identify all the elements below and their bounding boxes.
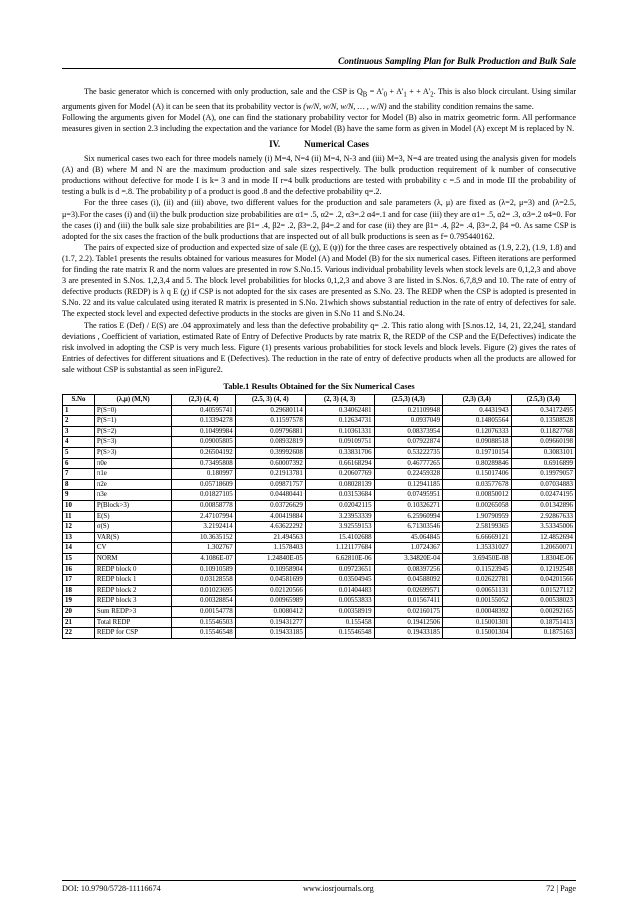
cell-value: 0.15546548 xyxy=(172,628,235,639)
table-row xyxy=(63,405,576,416)
header-sno: S.No xyxy=(63,395,95,406)
cell-value: 0.19979057 xyxy=(511,469,575,480)
cell-value: 10.3635152 xyxy=(172,532,235,543)
cell-value: 0.00155052 xyxy=(443,596,512,607)
header-case-1: (2,3) (4, 4) xyxy=(172,395,235,406)
cell-value: 0.12634731 xyxy=(305,416,374,427)
cell-value: 0.21109948 xyxy=(374,405,443,416)
cell-value: 0.39992608 xyxy=(235,448,305,459)
para1-sub-2: 2 xyxy=(430,91,434,99)
table-body xyxy=(63,405,576,638)
cell-value: 0.10958904 xyxy=(235,564,305,575)
probability-vector: (w/N, w/N, w/N, … , w/N) xyxy=(303,101,387,111)
cell-value: 0.01023695 xyxy=(172,585,235,596)
cell-value: 0.09871757 xyxy=(235,479,305,490)
cell-value: 0.20607769 xyxy=(305,469,374,480)
cell-value: 4.00419884 xyxy=(235,511,305,522)
cell-value: 0.09796881 xyxy=(235,426,305,437)
cell-measure: σ(S) xyxy=(94,522,171,533)
table-row xyxy=(63,501,576,512)
cell-value: 2.92867633 xyxy=(511,511,575,522)
cell-value: 0.00358919 xyxy=(305,606,374,617)
cell-value: 0.60007392 xyxy=(235,458,305,469)
cell-value: 0.19412506 xyxy=(374,617,443,628)
section-heading xyxy=(62,139,576,150)
cell-value: 0.4431943 xyxy=(443,405,512,416)
cell-value: 0.09109751 xyxy=(305,437,374,448)
footer-page: 72 | Page xyxy=(546,884,576,893)
cell-measure: π3e xyxy=(94,490,171,501)
table-row xyxy=(63,458,576,469)
cell-value: 0.80289846 xyxy=(443,458,512,469)
para1-text-a: The basic generator which is concerned with only production, sale and the CSP is Q xyxy=(84,87,363,96)
cell-value: 45.064845 xyxy=(374,532,443,543)
cell-value: 1.90790959 xyxy=(443,511,512,522)
para1-text-b: = A' xyxy=(369,87,384,96)
cell-value: 0.1875163 xyxy=(511,628,575,639)
paragraph-model-b: Following the arguments given for Model (A), one can find the stationary probability vector for Model (B) also in matrix geometric form. All performance measures given in section 2.3 including the expectation and the variance for Model (B) have the same form as given in Model (A) except M is replaced by N. xyxy=(62,112,576,133)
cell-value: 1.24840E-05 xyxy=(235,553,305,564)
cell-value: 0.00538023 xyxy=(511,596,575,607)
header-case-5: (2,3) (3,4) xyxy=(443,395,512,406)
cell-value: 2.47107994 xyxy=(172,511,235,522)
table-row xyxy=(63,511,576,522)
cell-value: 0.08397256 xyxy=(374,564,443,575)
cell-value: 0.02699571 xyxy=(374,585,443,596)
cell-value: 0.09660198 xyxy=(511,437,575,448)
cell-value: 0.04480441 xyxy=(235,490,305,501)
section-number: IV. xyxy=(269,139,281,149)
table-row xyxy=(63,596,576,607)
cell-value: 0.09005805 xyxy=(172,437,235,448)
cell-value: 0.05718609 xyxy=(172,479,235,490)
table-row xyxy=(63,469,576,480)
cell-value: 0.03128558 xyxy=(172,575,235,586)
cell-value: 0.02160175 xyxy=(374,606,443,617)
cell-value: 0.34172495 xyxy=(511,405,575,416)
cell-value: 0.04581699 xyxy=(235,575,305,586)
header-case-3: (2, 3) (4, 3) xyxy=(305,395,374,406)
cell-sno: 15 xyxy=(63,553,95,564)
cell-sno: 8 xyxy=(63,479,95,490)
table-row xyxy=(63,617,576,628)
paragraph-cases: Six numerical cases two each for three models namely (i) M=4, N=4 (ii) M=4, N-3 and (iii) M=3, N=4 are treated using the analysis given for models (A) and (B) where M and N are the maximum production and sale sizes respectively. The bulk production requirement of k number of consecutive productions without defective for mode I is k= 3 and in mode II r=4 bulk productions are tested with probability c =.5 and in mode III the probability of testing a bulk is d =.8. The probability p of a product is good .8 and the defective probability q=.2. xyxy=(62,154,576,197)
cell-sno: 9 xyxy=(63,490,95,501)
table-row xyxy=(63,585,576,596)
cell-value: 0.01827105 xyxy=(172,490,235,501)
cell-value: 0.08373954 xyxy=(374,426,443,437)
cell-value: 0.10361331 xyxy=(305,426,374,437)
para1-text-e: . This is also block circulant. Using similar arguments given for Model (A) it can be seen that its probability vector is xyxy=(62,87,577,111)
cell-value: 0.00965989 xyxy=(235,596,305,607)
cell-value: 0.10326271 xyxy=(374,501,443,512)
cell-measure: P(S=0) xyxy=(94,405,171,416)
cell-value: 3.2192414 xyxy=(172,522,235,533)
cell-value: 0.09723651 xyxy=(305,564,374,575)
cell-value: 3.23953339 xyxy=(305,511,374,522)
paragraph-ratios: The ratios E (Def) / E(S) are .04 approximately and less than the defective probability q= .2. This ratio along with [S.nos.12, 14, 21, 22,24], standard deviations , Coefficient of variation, estimated Rate of Entry of Defective Products by rate matrix R, the REDP of the CSP and the E(Defectives) indicate the risk involved in adopting the CSP is very much less. Figure (1) presents various probabilities for stock levels and block levels. Figure (2) gives the rates of Entries of defectives for different situations and E (Defectives). The reduction in the rate of entry of defective products when all the products are allowed for sale without CSP is substantial as seen inFigure2. xyxy=(62,320,576,374)
cell-measure: REDP block 2 xyxy=(94,585,171,596)
cell-value: 0.22459328 xyxy=(374,469,443,480)
cell-value: 0.08028139 xyxy=(305,479,374,490)
cell-value: 0.12076333 xyxy=(443,426,512,437)
cell-value: 0.02622781 xyxy=(443,575,512,586)
cell-value: 0.01567411 xyxy=(374,596,443,607)
header-case-4: (2.5,3) (4,3) xyxy=(374,395,443,406)
cell-value: 0.46777265 xyxy=(374,458,443,469)
table-row xyxy=(63,437,576,448)
cell-value: 0.00265058 xyxy=(443,501,512,512)
cell-measure: Sum REDP>3 xyxy=(94,606,171,617)
cell-value: 0.18751413 xyxy=(511,617,575,628)
cell-sno: 14 xyxy=(63,543,95,554)
table-row xyxy=(63,628,576,639)
cell-value: 0.26504192 xyxy=(172,448,235,459)
cell-value: 0.19710154 xyxy=(443,448,512,459)
cell-value: 0.15546503 xyxy=(172,617,235,628)
table-row xyxy=(63,426,576,437)
table-row xyxy=(63,532,576,543)
cell-measure: CV xyxy=(94,543,171,554)
cell-value: 0.00850012 xyxy=(443,490,512,501)
cell-value: 3.92559153 xyxy=(305,522,374,533)
cell-value: 0.34062481 xyxy=(305,405,374,416)
cell-sno: 2 xyxy=(63,416,95,427)
cell-value: 6.62810E-06 xyxy=(305,553,374,564)
cell-value: 12.4852694 xyxy=(511,532,575,543)
cell-value: 0.0080412 xyxy=(235,606,305,617)
table-title: Table.1 Results Obtained for the Six Numerical Cases xyxy=(223,381,415,391)
cell-value: 1.0724367 xyxy=(374,543,443,554)
cell-value: 0.08932819 xyxy=(235,437,305,448)
table-row xyxy=(63,575,576,586)
cell-value: 0.10499984 xyxy=(172,426,235,437)
cell-sno: 11 xyxy=(63,511,95,522)
table-row xyxy=(63,564,576,575)
cell-value: 3.69450E-08 xyxy=(443,553,512,564)
results-table xyxy=(62,394,576,639)
cell-value: 0.14805564 xyxy=(443,416,512,427)
cell-value: 0.00154778 xyxy=(172,606,235,617)
cell-value: 0.07922874 xyxy=(374,437,443,448)
cell-value: 0.02042115 xyxy=(305,501,374,512)
cell-value: 21.494563 xyxy=(235,532,305,543)
cell-value: 0.09088518 xyxy=(443,437,512,448)
cell-measure: π2e xyxy=(94,479,171,490)
cell-value: 0.66168294 xyxy=(305,458,374,469)
cell-value: 0.15546548 xyxy=(305,628,374,639)
cell-value: 1.1578403 xyxy=(235,543,305,554)
cell-value: 0.0937049 xyxy=(374,416,443,427)
cell-value: 0.07495951 xyxy=(374,490,443,501)
cell-value: 0.02120566 xyxy=(235,585,305,596)
header-case-2: (2.5, 3) (4, 4) xyxy=(235,395,305,406)
cell-sno: 16 xyxy=(63,564,95,575)
table-row xyxy=(63,606,576,617)
header-rule xyxy=(62,68,576,69)
cell-sno: 10 xyxy=(63,501,95,512)
cell-measure: REDP block 3 xyxy=(94,596,171,607)
cell-value: 0.01342896 xyxy=(511,501,575,512)
table-row xyxy=(63,448,576,459)
cell-sno: 6 xyxy=(63,458,95,469)
cell-measure: P(S=1) xyxy=(94,416,171,427)
table-row xyxy=(63,553,576,564)
paragraph-generator: The basic generator which is concerned with only production, sale and the CSP is $Q_B = A'_0 + A'_1$ + + $A'_2$. This is also block circulant. Using similar arguments given for Model (A) it can be seen that its probability vector is (w/N, w/N, w/N, … , w/N) and the stability condition remains the same. xyxy=(62,87,577,111)
cell-sno: 17 xyxy=(63,575,95,586)
cell-measure: P(S=3) xyxy=(94,437,171,448)
cell-measure: NORM xyxy=(94,553,171,564)
cell-sno: 22 xyxy=(63,628,95,639)
cell-measure: Total REDP xyxy=(94,617,171,628)
cell-value: 0.00858778 xyxy=(172,501,235,512)
cell-measure: REDP block 0 xyxy=(94,564,171,575)
cell-value: 0.12192548 xyxy=(511,564,575,575)
table-row xyxy=(63,543,576,554)
cell-value: 4.63622292 xyxy=(235,522,305,533)
cell-sno: 7 xyxy=(63,469,95,480)
table-row xyxy=(63,479,576,490)
cell-value: 0.19433185 xyxy=(235,628,305,639)
cell-value: 0.00048392 xyxy=(443,606,512,617)
cell-value: 0.04201566 xyxy=(511,575,575,586)
cell-measure: P(Block>3) xyxy=(94,501,171,512)
cell-value: 0.21913781 xyxy=(235,469,305,480)
cell-value: 0.03504945 xyxy=(305,575,374,586)
cell-value: 0.11827768 xyxy=(511,426,575,437)
cell-value: 0.03577678 xyxy=(443,479,512,490)
cell-value: 0.13508528 xyxy=(511,416,575,427)
cell-value: 0.3083101 xyxy=(511,448,575,459)
cell-value: 0.00651131 xyxy=(443,585,512,596)
cell-value: 0.12941185 xyxy=(374,479,443,490)
para1-text-d: + A' xyxy=(416,87,431,96)
footer-doi: DOI: 10.9790/5728-11116674 xyxy=(62,884,161,893)
cell-value: 4.1086E-07 xyxy=(172,553,235,564)
cell-value: 0.01527112 xyxy=(511,585,575,596)
cell-value: 0.02474195 xyxy=(511,490,575,501)
cell-measure: P(S=2) xyxy=(94,426,171,437)
cell-value: 1.121177684 xyxy=(305,543,374,554)
cell-sno: 3 xyxy=(63,426,95,437)
footer-rule xyxy=(62,880,576,881)
cell-value: 0.6916899 xyxy=(511,458,575,469)
cell-value: 0.00328854 xyxy=(172,596,235,607)
cell-sno: 5 xyxy=(63,448,95,459)
cell-value: 0.04588092 xyxy=(374,575,443,586)
cell-value: 15.4102688 xyxy=(305,532,374,543)
cell-value: 0.03726629 xyxy=(235,501,305,512)
header-case-6: (2.5,3) (3,4) xyxy=(511,395,575,406)
paragraph-parameters: For the three cases (i), (ii) and (iii) above, two different values for the production and sale parameters (λ, μ) are fixed as (λ=2, μ=3) and (λ=2.5, μ=3).For the cases (i) and (ii) the bulk production size probabilities are α1= .5, α2= .2, α3=.2 α4=.1 and for case (iii) they are α1= .5, α2= .3, α3=.2 α4=0. For the cases (i) and (iii) the bulk sale size probabilities are β1= .4, β2= .2, β3=.2, β4=.2 and for case (ii) they are β1= .4, β2= .4, β3=.2, β4 =0. As same CSP is adopted for the six cases the fraction of the bulk productions that are inspected out of all bulk productions is seen as f= 0.795440162. xyxy=(62,198,576,241)
cell-value: 0.01404483 xyxy=(305,585,374,596)
cell-value: 1.8304E-06 xyxy=(511,553,575,564)
cell-value: 0.180997 xyxy=(172,469,235,480)
cell-value: 0.19433185 xyxy=(374,628,443,639)
cell-value: 2.58199365 xyxy=(443,522,512,533)
cell-value: 3.53345006 xyxy=(511,522,575,533)
cell-sno: 21 xyxy=(63,617,95,628)
cell-measure: π1e xyxy=(94,469,171,480)
cell-value: 6.66669121 xyxy=(443,532,512,543)
cell-measure: VAR(S) xyxy=(94,532,171,543)
cell-sno: 18 xyxy=(63,585,95,596)
cell-measure: REDP block 1 xyxy=(94,575,171,586)
cell-value: 0.19431277 xyxy=(235,617,305,628)
footer-site: www.iosrjournals.org xyxy=(303,884,374,893)
cell-value: 0.00553833 xyxy=(305,596,374,607)
section-title: Numerical Cases xyxy=(304,139,369,149)
cell-sno: 20 xyxy=(63,606,95,617)
cell-value: 1.35331027 xyxy=(443,543,512,554)
cell-sno: 1 xyxy=(63,405,95,416)
para1-text-f: and the stability condition remains the same. xyxy=(388,101,534,111)
running-header: Continuous Sampling Plan for Bulk Production and Bulk Sale xyxy=(338,56,576,66)
cell-value: 6.25960994 xyxy=(374,511,443,522)
cell-value: 3.34820E-04 xyxy=(374,553,443,564)
cell-value: 0.11523945 xyxy=(443,564,512,575)
cell-sno: 12 xyxy=(63,522,95,533)
para1-sub-0: 0 xyxy=(383,91,388,99)
cell-measure: REDP for CSP xyxy=(94,628,171,639)
header-measure: (λ,μ) (M,N) xyxy=(94,395,171,406)
cell-value: 6.71303546 xyxy=(374,522,443,533)
table-row xyxy=(63,522,576,533)
table-row xyxy=(63,490,576,501)
cell-sno: 4 xyxy=(63,437,95,448)
cell-sno: 19 xyxy=(63,596,95,607)
cell-sno: 13 xyxy=(63,532,95,543)
cell-value: 0.15001304 xyxy=(443,628,512,639)
para1-sub-b: B xyxy=(362,91,368,99)
cell-value: 0.03153684 xyxy=(305,490,374,501)
cell-value: 0.00292165 xyxy=(511,606,575,617)
cell-value: 0.11597578 xyxy=(235,416,305,427)
para1-sub-1: 1 xyxy=(403,91,407,99)
table-row xyxy=(63,416,576,427)
cell-value: 0.15017406 xyxy=(443,469,512,480)
cell-value: 1.20650071 xyxy=(511,543,575,554)
para1-text-c: + A' xyxy=(389,87,404,96)
cell-value: 0.15001301 xyxy=(443,617,512,628)
cell-value: 0.13394278 xyxy=(172,416,235,427)
cell-value: 0.07034883 xyxy=(511,479,575,490)
cell-value: 0.73495808 xyxy=(172,458,235,469)
cell-value: 0.33831706 xyxy=(305,448,374,459)
cell-value: 0.53222735 xyxy=(374,448,443,459)
cell-measure: E(S) xyxy=(94,511,171,522)
cell-value: 0.10910589 xyxy=(172,564,235,575)
cell-value: 0.40595741 xyxy=(172,405,235,416)
cell-value: 0.29680114 xyxy=(235,405,305,416)
cell-measure: π0e xyxy=(94,458,171,469)
cell-value: 1.302767 xyxy=(172,543,235,554)
paragraph-expected-sizes: The pairs of expected size of production and expected size of sale (E (χ), E (ψ)) for the three cases are respectively obtained as (1.9, 2.2), (1.9, 1.8) and (1.7, 2.2). Table1 presents the results obtained for various measures for Model (A) and Model (B) for the six numerical cases. Fifteen iterations are performed for finding the rate matrix R and the norm values are presented in row S.No.15. Various individual probability levels when stock levels are 0,1,2,3 and above 3 are presented in S.Nos. 1,2,3,4 and 5. The block level probabilities for blocks 0,1,2,3 and above 3 are listed in S.Nos. 6,7,8,9 and 10. The rate of entry of defective products (REDP) is λ q E (χ) if CSP is not adopted for the six cases are presented as S.No. 23. The REDP when the CSP is adopted is presented in S.No. 22 and its value calculated using iterated R matrix is presented in S.No. 21which shows substantial reduction in the rate of entry of defectives for sale. The expected stock level and expected defective products in the stocks are given in S.No 11 and S.No.24. xyxy=(62,242,576,319)
table-header-row xyxy=(63,395,576,406)
cell-measure: P(S>3) xyxy=(94,448,171,459)
cell-value: 0.155458 xyxy=(305,617,374,628)
page-body xyxy=(62,86,576,639)
